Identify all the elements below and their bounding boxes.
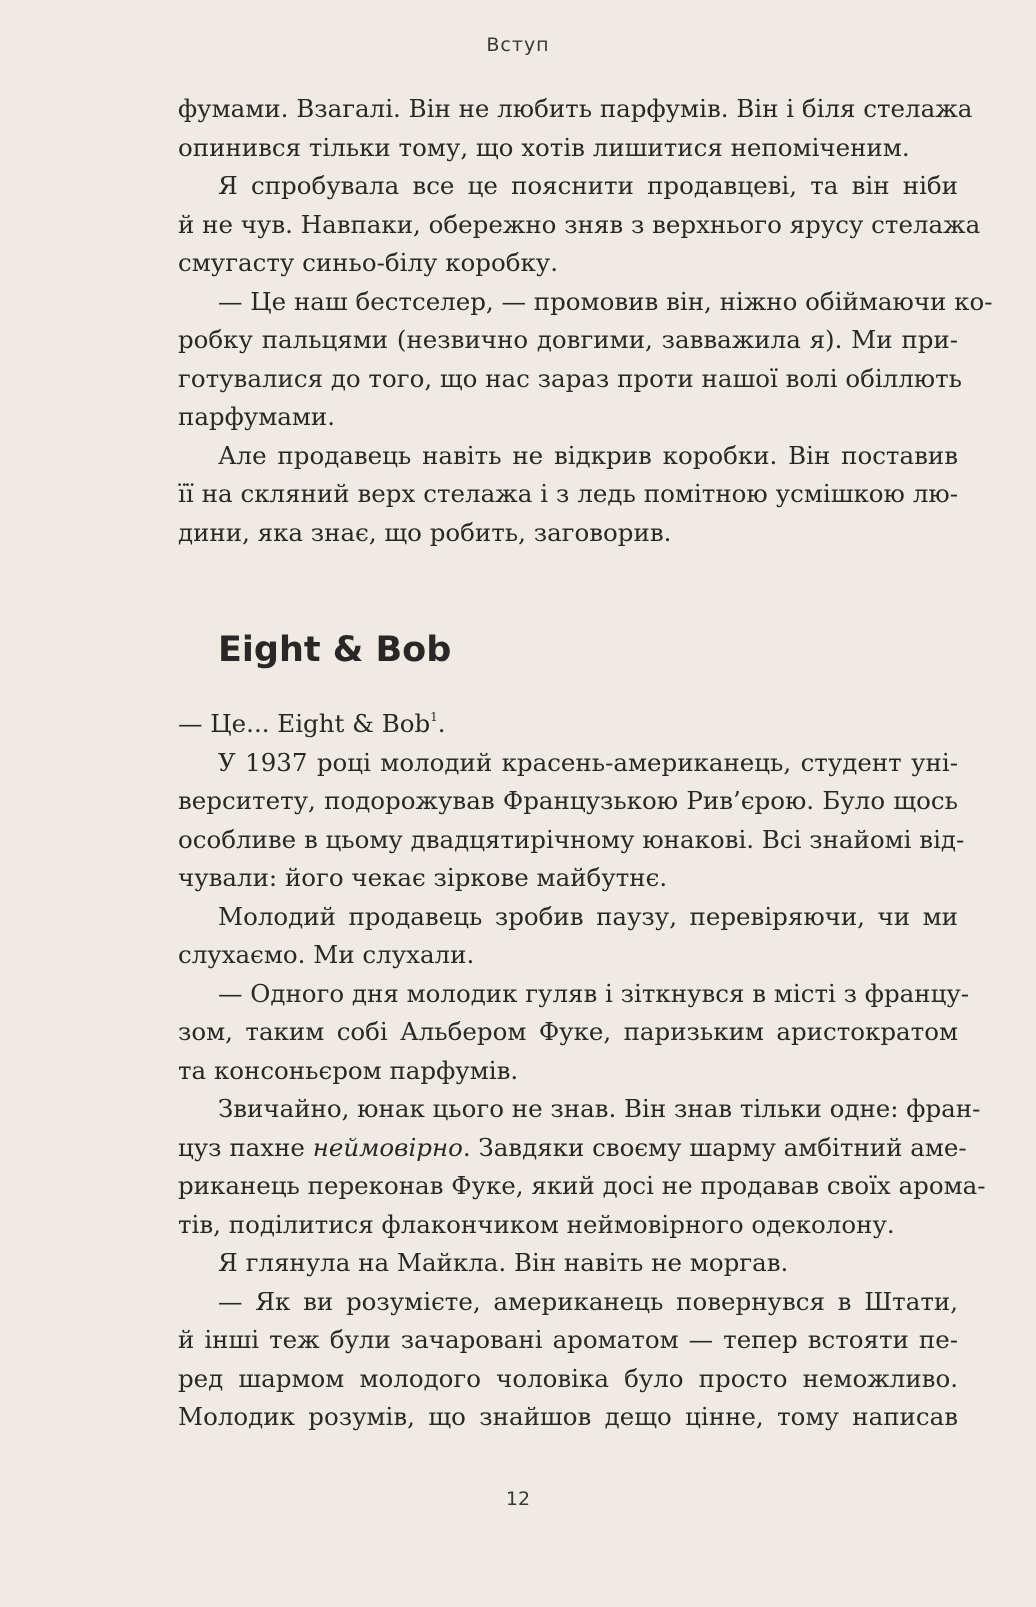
running-head: Вступ (486, 34, 550, 56)
text-line: парфумами. (178, 402, 336, 431)
text-line: чували: його чекає зіркове майбутнє. (178, 863, 668, 892)
quote-text: — Це... Eight & Bob (178, 709, 431, 738)
body-text-bottom (178, 705, 986, 1437)
text-line: та консоньєром парфумів. (178, 1055, 519, 1085)
text-line: Звичайно, юнак цього не знав. Він знав тільки одне: фран- (218, 1094, 981, 1123)
text-line: — Як ви розумієте, американець повернувся в Штати, (218, 1286, 958, 1316)
quote-end: . (437, 709, 446, 738)
text-line: опинився тільки тому, що хотів лишитися непоміченим. (178, 132, 910, 162)
italic-word: неймовірно (312, 1132, 463, 1162)
text-line: Молодик розумів, що знайшов дещо цінне, тому написав (178, 1402, 958, 1431)
text-line: Але продавець навіть не відкрив коробки. Він поставив (218, 440, 958, 470)
text-line: тів, поділитися флакончиком неймовірного одеколону. (178, 1209, 895, 1239)
text-line: слухаємо. Ми слухали. (178, 940, 475, 969)
text-line: дини, яка знає, що робить, заговорив. (178, 517, 672, 547)
text-line: верситету, подорожував Французькою Рив’єрою. Було щось (178, 786, 958, 815)
text-line: риканець переконав Фуке, який досі не продавав своїх арома- (178, 1171, 986, 1200)
text-line: Я глянула на Майкла. Він навіть не моргав. (218, 1248, 789, 1277)
text-line-with-italic (178, 1129, 967, 1168)
text-line: смугасту синьо-білу коробку. (178, 248, 558, 277)
text-line: її на скляний верх стелажа і з ледь помітною усмішкою лю- (178, 479, 958, 508)
footnote-marker[interactable]: 1 (430, 710, 438, 724)
text-line: особливе в цьому двадцятирічному юнакові. Всі знайомі від- (178, 824, 965, 854)
text-line: готувалися до того, що нас зараз проти нашої волі обіллють (178, 363, 963, 393)
text-line: Молодий продавець зробив паузу, перевіряючи, чи ми (218, 901, 958, 931)
text-line: — Це наш бестселер, — промовив він, ніжно обіймаючи ко- (218, 286, 993, 316)
text-fragment: . Завдяки своєму шарму амбітний аме- (462, 1132, 967, 1162)
section-heading: Eight & Bob (218, 630, 452, 670)
text-line: Я спробувала все це пояснити продавцеві, та він ніби (218, 171, 958, 200)
text-line: й інші теж були зачаровані ароматом — тепер встояти пе- (178, 1325, 958, 1354)
body-text-top (178, 90, 993, 552)
text-line: У 1937 році молодий красень-американець, студент уні- (218, 747, 958, 777)
text-line: ред шармом молодого чоловіка було просто неможливо. (178, 1363, 958, 1393)
text-line: й не чув. Навпаки, обережно зняв з верхнього ярусу стелажа (178, 209, 981, 239)
text-line: фумами. Взагалі. Він не любить парфумів. Він і біля стелажа (178, 94, 973, 123)
text-line: зом, таким собі Альбером Фуке, паризьким аристократом (178, 1017, 958, 1046)
text-line: — Одного дня молодик гуляв і зіткнувся в місті з францу- (218, 978, 970, 1008)
text-line: робку пальцями (незвично довгими, завважила я). Ми при- (178, 325, 958, 354)
text-fragment: цуз пахне (178, 1132, 313, 1162)
quote-line (178, 705, 958, 744)
page-number: 12 (505, 1488, 531, 1510)
